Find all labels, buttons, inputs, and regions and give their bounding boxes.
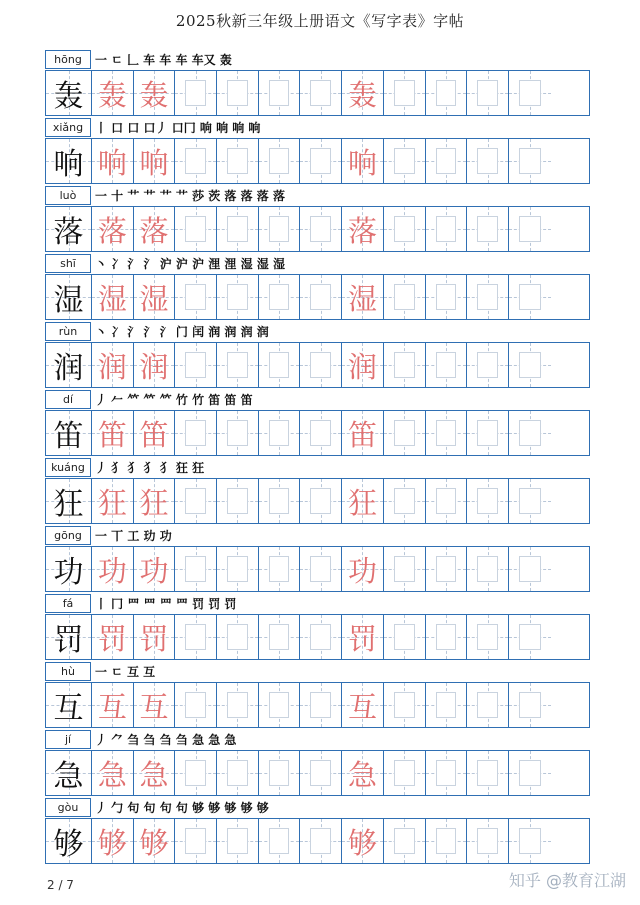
pinyin-label: hù: [45, 662, 91, 681]
blank-practice-cell: [426, 275, 468, 319]
trace-char: 润: [97, 349, 127, 384]
pinyin-row: [45, 526, 590, 546]
trace-char: 急: [139, 757, 169, 792]
trace-char-cell: [134, 547, 176, 591]
model-char: 互: [53, 691, 84, 726]
blank-practice-cell: [426, 615, 468, 659]
model-char: 润: [53, 351, 84, 386]
blank-practice-cell: [384, 751, 426, 795]
trace-char: 功: [347, 553, 377, 588]
model-char-cell: [46, 343, 92, 387]
blank-practice-cell: [509, 819, 551, 863]
blank-practice-cell: [300, 71, 342, 115]
model-char: 笛: [53, 419, 84, 454]
blank-practice-cell: [426, 683, 468, 727]
blank-practice-cell: [426, 207, 468, 251]
stroke-order: 一 ㄷ 互 互: [95, 665, 156, 679]
trace-char: 响: [139, 145, 169, 180]
trace-char: 罚: [139, 621, 169, 656]
model-char-cell: [46, 411, 92, 455]
blank-practice-cell: [509, 683, 551, 727]
blank-practice-cell: [217, 615, 259, 659]
pinyin-row: [45, 730, 590, 750]
trace-char: 互: [347, 689, 377, 724]
char-entry: [45, 186, 590, 254]
blank-practice-cell: [509, 411, 551, 455]
trace-char-cell: [342, 683, 384, 727]
blank-practice-cell: [467, 411, 509, 455]
trace-char: 狂: [139, 485, 169, 520]
blank-practice-cell: [259, 751, 301, 795]
pinyin-row: [45, 594, 590, 614]
blank-practice-cell: [426, 751, 468, 795]
blank-practice-cell: [509, 343, 551, 387]
writing-grid: [45, 750, 590, 796]
trace-char-cell: [92, 71, 134, 115]
model-char-cell: [46, 819, 92, 863]
stroke-order: 丶 冫 氵 氵 氵 门 闰 润 润 润 润: [95, 325, 269, 339]
blank-practice-cell: [217, 71, 259, 115]
trace-char-cell: [92, 207, 134, 251]
model-char-cell: [46, 139, 92, 183]
trace-char: 功: [97, 553, 127, 588]
model-char: 够: [53, 827, 84, 862]
trace-char-cell: [342, 343, 384, 387]
blank-practice-cell: [175, 275, 217, 319]
stroke-order: 丿 勹 句 句 句 句 够 够 够 够 够: [95, 801, 269, 815]
pinyin-row: [45, 254, 590, 274]
pinyin-row: [45, 322, 590, 342]
page-title: 2025秋新三年级上册语文《写字表》字帖: [175, 12, 465, 30]
blank-practice-cell: [426, 343, 468, 387]
blank-practice-cell: [467, 139, 509, 183]
blank-practice-cell: [259, 275, 301, 319]
blank-practice-cell: [217, 343, 259, 387]
blank-practice-cell: [384, 139, 426, 183]
model-char-cell: [46, 71, 92, 115]
trace-char: 笛: [97, 417, 127, 452]
blank-practice-cell: [175, 683, 217, 727]
trace-char-cell: [342, 547, 384, 591]
trace-char-cell: [134, 139, 176, 183]
trace-char-cell: [342, 479, 384, 523]
trace-char-cell: [134, 343, 176, 387]
trace-char-cell: [134, 207, 176, 251]
trace-char: 狂: [347, 485, 377, 520]
char-entry: [45, 798, 590, 866]
trace-char-cell: [92, 343, 134, 387]
trace-char-cell: [92, 139, 134, 183]
pinyin-row: [45, 798, 590, 818]
trace-char-cell: [134, 275, 176, 319]
blank-practice-cell: [175, 139, 217, 183]
trace-char-cell: [342, 275, 384, 319]
trace-char-cell: [92, 751, 134, 795]
blank-practice-cell: [384, 275, 426, 319]
blank-practice-cell: [467, 751, 509, 795]
blank-practice-cell: [217, 547, 259, 591]
blank-practice-cell: [467, 615, 509, 659]
trace-char-cell: [134, 615, 176, 659]
blank-practice-cell: [509, 139, 551, 183]
trace-char-cell: [92, 615, 134, 659]
stroke-order: 一 丅 工 玏 功: [95, 529, 172, 543]
trace-char: 功: [139, 553, 169, 588]
stroke-order: 丿 ⺈ 刍 刍 刍 刍 急 急 急: [95, 733, 237, 747]
model-char: 狂: [53, 487, 84, 522]
trace-char-cell: [342, 71, 384, 115]
trace-char: 互: [97, 689, 127, 724]
blank-practice-cell: [426, 479, 468, 523]
blank-practice-cell: [426, 547, 468, 591]
blank-practice-cell: [175, 751, 217, 795]
blank-practice-cell: [217, 819, 259, 863]
stroke-order: 一 ㄷ 𠃊 车 车 车 车又 轰: [95, 53, 232, 67]
blank-practice-cell: [467, 343, 509, 387]
blank-practice-cell: [384, 819, 426, 863]
blank-practice-cell: [509, 615, 551, 659]
blank-practice-cell: [300, 479, 342, 523]
blank-practice-cell: [217, 411, 259, 455]
model-char: 响: [53, 147, 84, 182]
trace-char: 湿: [139, 281, 169, 316]
model-char: 功: [53, 555, 84, 590]
pinyin-row: [45, 50, 590, 70]
blank-practice-cell: [509, 751, 551, 795]
trace-char: 响: [347, 145, 377, 180]
pinyin-label: rùn: [45, 322, 91, 341]
blank-practice-cell: [509, 275, 551, 319]
trace-char: 笛: [139, 417, 169, 452]
model-char-cell: [46, 275, 92, 319]
blank-practice-cell: [217, 207, 259, 251]
blank-practice-cell: [217, 751, 259, 795]
trace-char-cell: [342, 615, 384, 659]
stroke-order: 丶 冫 氵 氵 沪 沪 沪 浬 浬 湿 湿 湿: [95, 257, 285, 271]
blank-practice-cell: [509, 547, 551, 591]
blank-practice-cell: [259, 411, 301, 455]
trace-char: 够: [97, 825, 127, 860]
blank-practice-cell: [300, 819, 342, 863]
trace-char-cell: [92, 411, 134, 455]
blank-practice-cell: [259, 207, 301, 251]
blank-practice-cell: [467, 479, 509, 523]
trace-char-cell: [342, 207, 384, 251]
blank-practice-cell: [467, 207, 509, 251]
practice-sheet: [45, 50, 590, 866]
model-char-cell: [46, 547, 92, 591]
stroke-order: 丿 𠂉 𥫗 𥫗 𥫗 竹 竹 笛 笛 笛: [95, 393, 253, 407]
writing-grid: [45, 410, 590, 456]
blank-practice-cell: [509, 71, 551, 115]
char-entry: [45, 322, 590, 390]
model-char: 轰: [53, 79, 84, 114]
trace-char: 轰: [97, 77, 127, 112]
trace-char: 够: [139, 825, 169, 860]
writing-grid: [45, 478, 590, 524]
pinyin-label: shī: [45, 254, 91, 273]
trace-char: 湿: [97, 281, 127, 316]
writing-grid: [45, 614, 590, 660]
blank-practice-cell: [384, 207, 426, 251]
trace-char: 急: [97, 757, 127, 792]
blank-practice-cell: [259, 71, 301, 115]
stroke-order: 丨 冂 罒 罒 罒 罒 罚 罚 罚: [95, 597, 237, 611]
writing-grid: [45, 206, 590, 252]
blank-practice-cell: [426, 139, 468, 183]
trace-char-cell: [342, 751, 384, 795]
blank-practice-cell: [300, 275, 342, 319]
trace-char: 互: [139, 689, 169, 724]
pinyin-label: kuáng: [45, 458, 91, 477]
trace-char-cell: [134, 71, 176, 115]
pinyin-label: dí: [45, 390, 91, 409]
blank-practice-cell: [426, 819, 468, 863]
trace-char-cell: [134, 683, 176, 727]
trace-char-cell: [134, 819, 176, 863]
model-char-cell: [46, 751, 92, 795]
pinyin-label: jí: [45, 730, 91, 749]
stroke-order: 丨 口 口 口丿 口冂 响 响 响 响: [95, 121, 261, 135]
blank-practice-cell: [175, 207, 217, 251]
trace-char-cell: [342, 411, 384, 455]
pinyin-row: [45, 458, 590, 478]
char-entry: [45, 254, 590, 322]
blank-practice-cell: [384, 343, 426, 387]
trace-char-cell: [92, 547, 134, 591]
trace-char: 湿: [347, 281, 377, 316]
char-entry: [45, 458, 590, 526]
trace-char-cell: [92, 275, 134, 319]
blank-practice-cell: [259, 547, 301, 591]
blank-practice-cell: [259, 343, 301, 387]
trace-char: 响: [97, 145, 127, 180]
blank-practice-cell: [467, 547, 509, 591]
writing-grid: [45, 682, 590, 728]
blank-practice-cell: [175, 547, 217, 591]
trace-char-cell: [134, 751, 176, 795]
stroke-order: 丿 犭 犭 犭 犭 狂 狂: [95, 461, 205, 475]
blank-practice-cell: [217, 479, 259, 523]
blank-practice-cell: [259, 479, 301, 523]
blank-practice-cell: [259, 615, 301, 659]
trace-char: 罚: [97, 621, 127, 656]
blank-practice-cell: [509, 479, 551, 523]
blank-practice-cell: [426, 71, 468, 115]
blank-practice-cell: [217, 683, 259, 727]
model-char-cell: [46, 615, 92, 659]
blank-practice-cell: [426, 411, 468, 455]
blank-practice-cell: [300, 411, 342, 455]
blank-practice-cell: [300, 139, 342, 183]
trace-char: 落: [347, 213, 377, 248]
pinyin-row: [45, 118, 590, 138]
blank-practice-cell: [384, 479, 426, 523]
blank-practice-cell: [467, 683, 509, 727]
trace-char-cell: [92, 819, 134, 863]
model-char: 罚: [53, 623, 84, 658]
blank-practice-cell: [467, 275, 509, 319]
pinyin-label: hōng: [45, 50, 91, 69]
pinyin-label: gòu: [45, 798, 91, 817]
trace-char-cell: [134, 479, 176, 523]
pinyin-row: [45, 390, 590, 410]
trace-char: 够: [347, 825, 377, 860]
char-entry: [45, 390, 590, 458]
trace-char: 润: [139, 349, 169, 384]
blank-practice-cell: [300, 683, 342, 727]
char-entry: [45, 730, 590, 798]
pinyin-label: fá: [45, 594, 91, 613]
writing-grid: [45, 138, 590, 184]
blank-practice-cell: [217, 275, 259, 319]
blank-practice-cell: [384, 547, 426, 591]
model-char-cell: [46, 683, 92, 727]
blank-practice-cell: [509, 207, 551, 251]
pinyin-row: [45, 662, 590, 682]
blank-practice-cell: [384, 71, 426, 115]
blank-practice-cell: [175, 343, 217, 387]
blank-practice-cell: [384, 683, 426, 727]
blank-practice-cell: [300, 207, 342, 251]
blank-practice-cell: [384, 615, 426, 659]
blank-practice-cell: [175, 411, 217, 455]
model-char: 湿: [53, 283, 84, 318]
trace-char: 急: [347, 757, 377, 792]
blank-practice-cell: [300, 751, 342, 795]
pinyin-label: gōng: [45, 526, 91, 545]
trace-char: 落: [97, 213, 127, 248]
writing-grid: [45, 546, 590, 592]
writing-grid: [45, 274, 590, 320]
pinyin-row: [45, 186, 590, 206]
trace-char: 轰: [139, 77, 169, 112]
writing-grid: [45, 342, 590, 388]
blank-practice-cell: [217, 139, 259, 183]
blank-practice-cell: [175, 479, 217, 523]
model-char-cell: [46, 207, 92, 251]
trace-char: 笛: [347, 417, 377, 452]
model-char: 落: [53, 215, 84, 250]
trace-char: 轰: [347, 77, 377, 112]
blank-practice-cell: [300, 547, 342, 591]
blank-practice-cell: [467, 819, 509, 863]
char-entry: [45, 526, 590, 594]
stroke-order: 一 十 艹 艹 艹 艹 莎 茨 落 落 落 落: [95, 189, 285, 203]
trace-char: 狂: [97, 485, 127, 520]
blank-practice-cell: [259, 683, 301, 727]
blank-practice-cell: [300, 343, 342, 387]
blank-practice-cell: [467, 71, 509, 115]
pinyin-label: xiǎng: [45, 118, 91, 137]
page-indicator: 2 / 7: [47, 878, 74, 892]
writing-grid: [45, 70, 590, 116]
char-entry: [45, 662, 590, 730]
model-char-cell: [46, 479, 92, 523]
writing-grid: [45, 818, 590, 864]
watermark: 知乎 @教育江湖: [508, 871, 626, 890]
trace-char: 落: [139, 213, 169, 248]
trace-char: 润: [347, 349, 377, 384]
trace-char: 罚: [347, 621, 377, 656]
trace-char-cell: [342, 819, 384, 863]
blank-practice-cell: [300, 615, 342, 659]
trace-char-cell: [342, 139, 384, 183]
blank-practice-cell: [259, 139, 301, 183]
char-entry: [45, 118, 590, 186]
char-entry: [45, 594, 590, 662]
trace-char-cell: [134, 411, 176, 455]
pinyin-label: luò: [45, 186, 91, 205]
trace-char-cell: [92, 683, 134, 727]
blank-practice-cell: [384, 411, 426, 455]
model-char: 急: [53, 759, 84, 794]
blank-practice-cell: [259, 819, 301, 863]
char-entry: [45, 50, 590, 118]
trace-char-cell: [92, 479, 134, 523]
blank-practice-cell: [175, 615, 217, 659]
blank-practice-cell: [175, 71, 217, 115]
blank-practice-cell: [175, 819, 217, 863]
